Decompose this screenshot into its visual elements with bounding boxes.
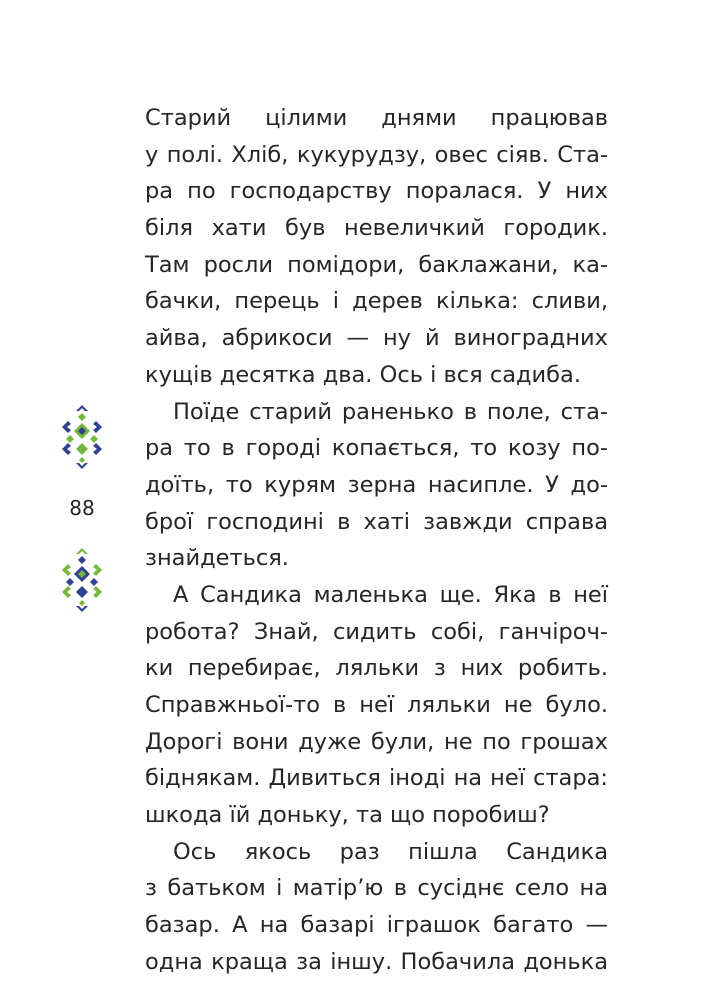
- text-line: Справжньої-то в неї ляльки не було.: [145, 692, 608, 718]
- text-line: Поїде старий раненько в поле, ста-: [173, 398, 608, 425]
- body-text: [145, 100, 608, 981]
- text-line: Там росли помідори, баклажани, ка-: [145, 251, 608, 278]
- text-line: шкода їй доньку, та що поробиш?: [145, 802, 550, 829]
- text-line: брої господині в хаті завжди справа: [145, 508, 608, 535]
- text-line: Старий цілими днями працював: [145, 105, 608, 131]
- embroidery-ornament-top-icon: [58, 405, 106, 471]
- margin-column: [58, 405, 106, 614]
- text-line: у полі. Хліб, кукурудзу, овес сіяв. Ста-: [145, 141, 608, 168]
- text-line: біднякам. Дивиться іноді на неї стара:: [145, 765, 608, 792]
- text-line: одна краща за іншу. Побачила донька: [145, 948, 608, 975]
- text-line: біля хати був невеличкий городик.: [145, 215, 608, 242]
- text-line: А Сандика маленька ще. Яка в неї: [173, 581, 608, 608]
- text-line: робота? Знай, сидить собі, ганчіроч-: [145, 618, 608, 645]
- text-line: кущів десятка два. Ось і вся садиба.: [145, 361, 581, 388]
- text-line: ки перебирає, ляльки з них робить.: [145, 655, 608, 682]
- text-line: айва, абрикоси — ну й виноградних: [145, 325, 608, 352]
- text-line: Ось якось раз пішла Сандика: [173, 838, 608, 865]
- text-line: Дорогі вони дуже були, не по грошах: [145, 728, 608, 755]
- text-line: ра по господарству поралася. У них: [145, 178, 608, 205]
- text-line: ра то в городі копається, то козу по-: [145, 435, 608, 462]
- text-line: знайдеться.: [145, 545, 289, 572]
- text-line: бачки, перець і дерев кілька: сливи,: [145, 288, 608, 315]
- embroidery-ornament-bottom-icon: [58, 548, 106, 614]
- text-line: з батьком і матір’ю в сусіднє село на: [145, 875, 608, 902]
- text-line: доїть, то курям зерна насипле. У до-: [145, 471, 608, 498]
- page-number: 88: [69, 496, 95, 520]
- text-line: базар. А на базарі іграшок багато —: [145, 912, 608, 939]
